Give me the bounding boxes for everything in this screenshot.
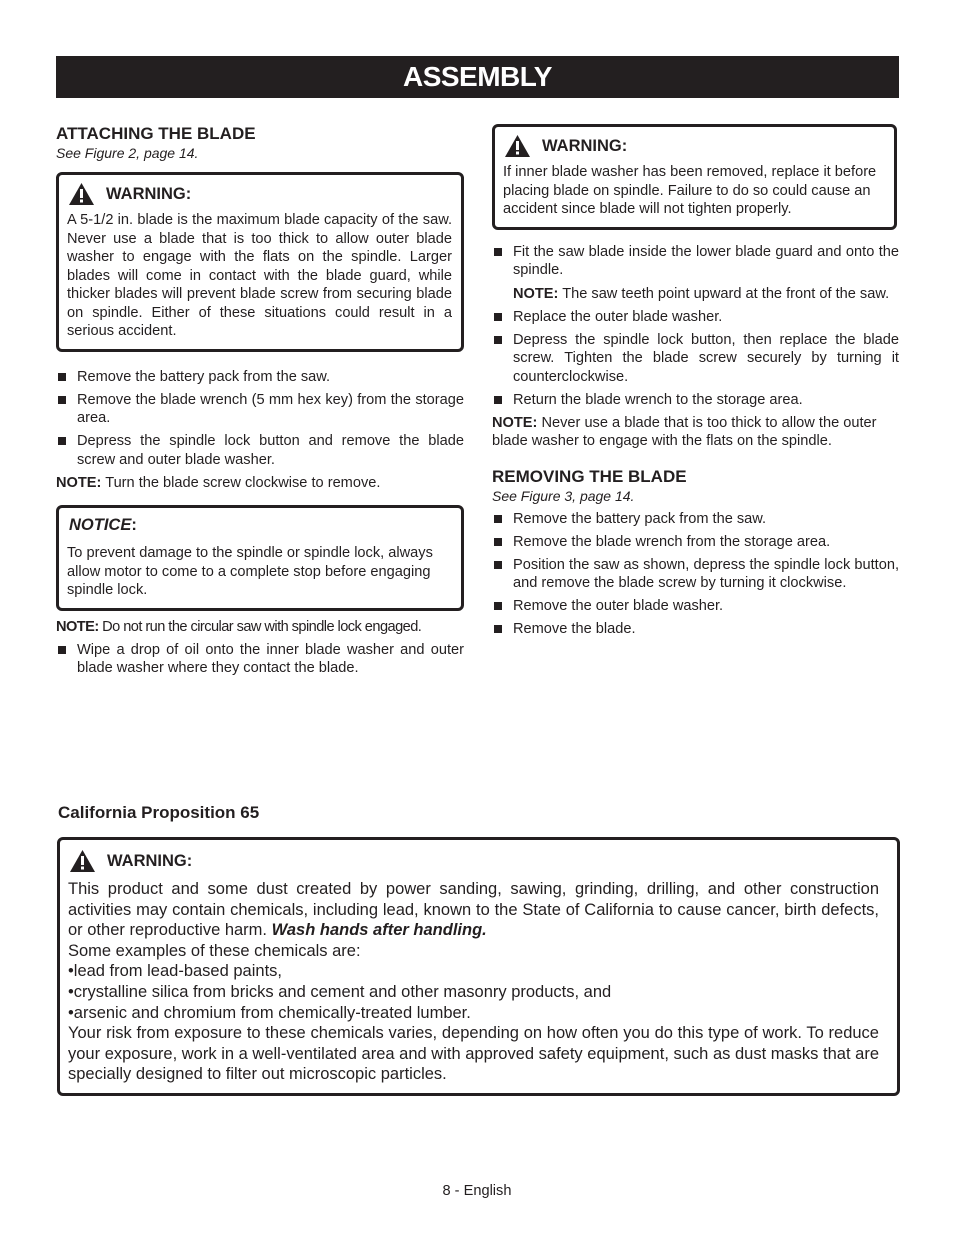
prop65-paragraph-2: Your risk from exposure to these chemicals varies, depending on how often you do this type of work. To reduce your exposure, work in a well-ventilated area and with approved safety equipment, such as dust masks that are specially designed to filter out microscopic particles. [68,1024,879,1084]
notice-header [67,514,452,536]
list-item-text: Remove the blade wrench from the storage area. [513,533,831,550]
paragraph-text: This product and some dust created by power sanding, sawing, grinding, drilling, and other construction activities may contain chemicals, including lead, known to the State of California to cause cancer, birth defects, or other reproductive harm. [68,880,879,940]
prop65-title: California Proposition 65 [58,803,260,822]
list-item [492,391,899,410]
notice-label: NOTICE [69,516,132,534]
warning-label: WARNING: [107,852,193,870]
install-steps-list [492,243,899,410]
list-item [492,308,899,327]
note-blade-thickness [492,414,899,451]
examples-intro: Some examples of these chemicals are: [68,941,361,960]
note-text: The saw teeth point upward at the front of the saw. [558,285,890,302]
prop65-paragraph-1 [68,879,879,941]
list-item-text: Replace the outer blade washer. [513,308,723,325]
left-column [56,124,464,682]
list-item-text: Wipe a drop of oil onto the inner blade washer and outer blade washer where they contact the blade. [77,641,464,676]
attaching-see-figure: See Figure 2, page 14. [56,145,199,161]
note-saw-teeth [513,285,899,304]
warning-label: WARNING: [106,185,192,203]
right-column [492,124,899,643]
removing-heading: REMOVING THE BLADE [492,466,687,486]
list-item-text: Fit the saw blade inside the lower blade guard and onto the spindle. [513,243,899,278]
note-clockwise [56,474,464,493]
warning-label: WARNING: [542,137,628,155]
list-item-text: Return the blade wrench to the storage area. [513,391,803,408]
bullet-square-icon [494,313,502,321]
note-text: Never use a blade that is too thick to allow the outer blade washer to engage with the flats on the spindle. [492,414,877,449]
list-item [492,620,899,639]
list-item [492,510,899,529]
note-label: NOTE: [56,618,99,635]
list-item-text: Position the saw as shown, depress the spindle lock button, and remove the blade screw by turning it clockwise. [513,556,899,591]
bullet-square-icon [494,602,502,610]
bullet-square-icon [58,437,66,445]
note-label: NOTE: [56,474,102,491]
warning-triangle-icon [69,183,94,205]
bullet-square-icon [58,646,66,654]
bullet-square-icon [494,515,502,523]
bullet-square-icon [494,625,502,633]
inner-washer-warning-box [492,124,897,230]
blade-capacity-warning-box [56,172,464,352]
note-label: NOTE: [492,414,538,431]
note-label: NOTE: [513,285,559,302]
warning-header [67,183,452,205]
removing-see-figure: See Figure 3, page 14. [492,487,635,504]
warning-text: A 5-1/2 in. blade is the maximum blade capacity of the saw. Never use a blade that is too thick to allow outer blade washer to engage with the flats on the spindle. Larger blades will come in contact with the blade guard, while thicker blades will prevent blade screw from securing blade on spindle. Either of these situations could result in a serious accident. [67,212,452,339]
prop65-warning-box [57,837,900,1096]
list-item-text: Remove the battery pack from the saw. [513,510,767,527]
example-item: •lead from lead-based paints, [68,962,282,981]
list-item [56,368,464,387]
bullet-square-icon [494,396,502,404]
section-banner: ASSEMBLY [56,56,899,98]
warning-triangle-icon [70,850,95,872]
list-item-text: Remove the blade. [513,621,636,637]
list-item-text: Remove the battery pack from the saw. [77,368,331,385]
oil-steps-list [56,641,464,678]
bullet-square-icon [58,373,66,381]
notice-text: To prevent damage to the spindle or spindle lock, always allow motor to come to a complete stop before engaging spindle lock. [67,545,433,598]
attaching-heading: ATTACHING THE BLADE [56,124,256,143]
warning-header [68,850,879,872]
note-text: Do not run the circular saw with spindle lock engaged. [98,618,422,635]
list-item-text: Remove the blade wrench (5 mm hex key) from the storage area. [77,391,464,426]
list-item [492,243,899,304]
wash-hands-emphasis: Wash hands after handling. [271,921,487,940]
list-item [56,641,464,678]
warning-header [503,135,885,157]
list-item [492,597,899,616]
notice-box [56,505,464,611]
list-item [492,533,899,552]
bullet-square-icon [494,538,502,546]
note-spindle-lock [56,618,464,637]
list-item-text: Depress the spindle lock button, then replace the blade screw. Tighten the blade screw securely by turning it counterclockwise. [513,331,899,385]
bullet-square-icon [494,561,502,569]
list-item [492,556,899,593]
notice-colon: : [131,516,137,534]
example-item: •arsenic and chromium from chemically-treated lumber. [68,1003,471,1022]
bullet-square-icon [494,248,502,256]
bullet-square-icon [494,336,502,344]
list-item [56,432,464,469]
bullet-square-icon [58,396,66,404]
list-item [56,391,464,428]
example-item: •crystalline silica from bricks and cement and other masonry products, and [68,982,612,1001]
list-item [492,331,899,387]
note-text: Turn the blade screw clockwise to remove. [101,474,381,491]
list-item-text: Remove the outer blade washer. [513,598,724,614]
warning-triangle-icon [505,135,530,157]
warning-text: If inner blade washer has been removed, replace it before placing blade on spindle. Failure to do so could cause an accident since blade will not tighten properly. [503,164,877,217]
list-item-text: Depress the spindle lock button and remove the blade screw and outer blade washer. [77,433,464,468]
removal-steps-list [56,368,464,470]
removing-steps-list [492,510,899,639]
page-footer: 8 - English [442,1183,512,1199]
